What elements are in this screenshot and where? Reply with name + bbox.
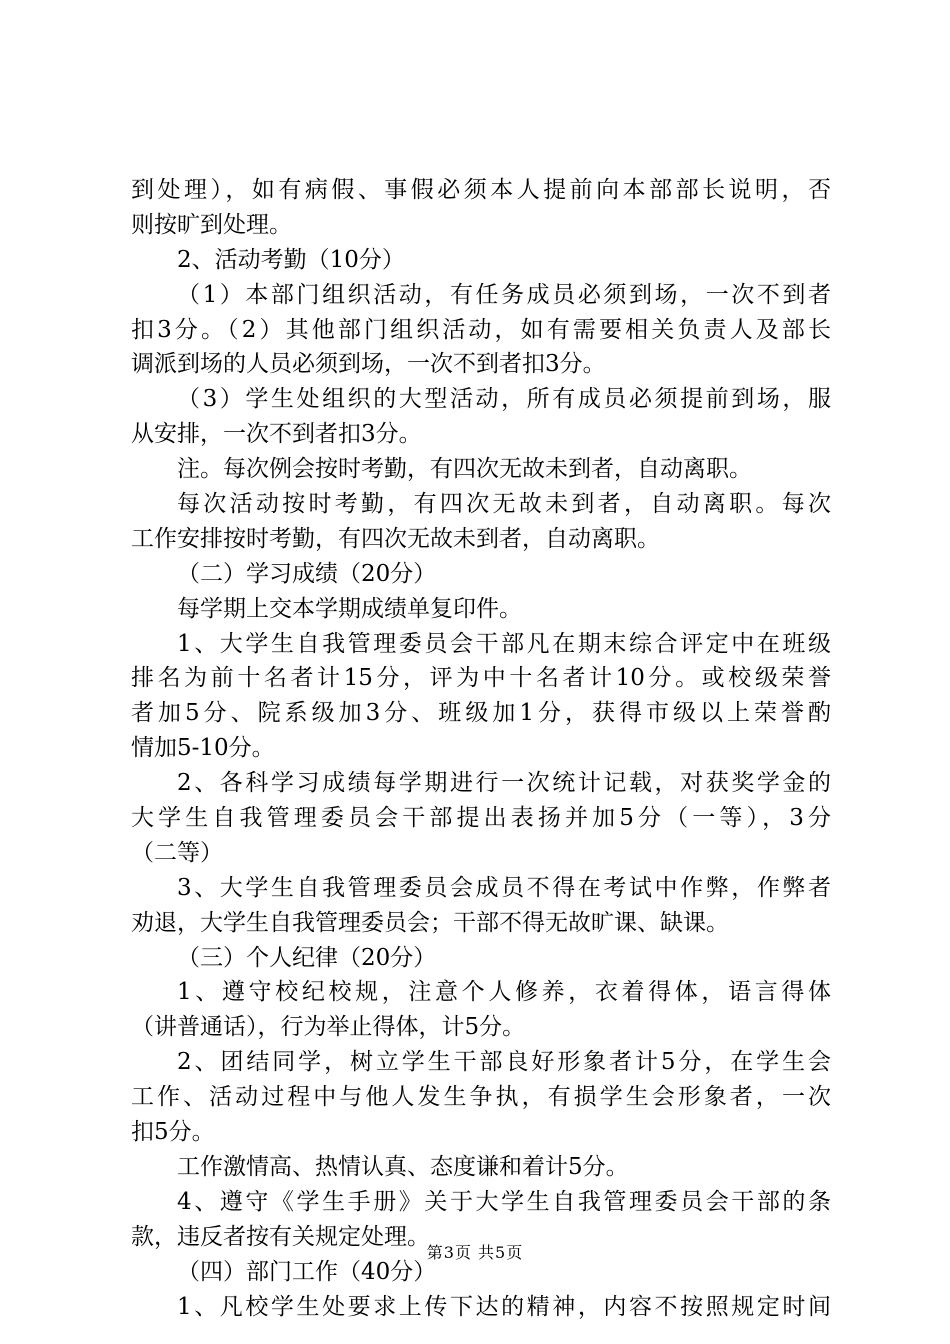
page-footer: 第3页 共5页 (426, 1243, 524, 1262)
text-line: 2、活动考勤（10分） (177, 246, 405, 273)
text-line: （三）个人纪律（20分） (177, 944, 437, 971)
text-line: 扣5分。 (131, 1119, 215, 1146)
text-line: 1、遵守校纪校规，注意个人修养，衣着得体，语言得体 (177, 979, 831, 1006)
text-line: 情加5-10分。 (131, 735, 275, 762)
text-line: 每学期上交本学期成绩单复印件。 (177, 595, 522, 622)
text-line: 款，违反者按有关规定处理。 (131, 1223, 430, 1250)
text-line: 2、各科学习成绩每学期进行一次统计记载，对获奖学金的 (177, 770, 831, 797)
text-line: 工作激情高、热情认真、态度谦和着计5分。 (177, 1153, 629, 1180)
text-line: 工作、活动过程中与他人发生争执，有损学生会形象者，一次 (131, 1084, 831, 1111)
text-line: 每次活动按时考勤，有四次无故未到者，自动离职。每次 (177, 491, 831, 518)
text-line: （二等） (131, 839, 223, 866)
text-line: （四）部门工作（40分） (177, 1258, 437, 1285)
text-line: 大学生自我管理委员会干部提出表扬并加5分（一等），3分 (131, 805, 831, 832)
text-line: （讲普通话），行为举止得体，计5分。 (131, 1014, 526, 1041)
text-line: 扣3分。（2）其他部门组织活动，如有需要相关负责人及部长 (131, 316, 831, 343)
text-line: 工作安排按时考勤，有四次无故未到者，自动离职。 (131, 525, 660, 552)
text-line: 2、团结同学，树立学生干部良好形象者计5分，在学生会 (177, 1049, 831, 1076)
text-line: （1）本部门组织活动，有任务成员必须到场，一次不到者 (177, 281, 831, 308)
text-line: 排名为前十名者计15分，评为中十名者计10分。或校级荣誉 (131, 665, 831, 692)
text-line: 调派到场的人员必须到场，一次不到者扣3分。 (131, 351, 606, 378)
text-line: 1、凡校学生处要求上传下达的精神，内容不按照规定时间 (177, 1293, 831, 1320)
text-line: 劝退，大学生自我管理委员会；干部不得无故旷课、缺课。 (131, 909, 729, 936)
text-line: 到处理），如有病假、事假必须本人提前向本部部长说明，否 (131, 177, 831, 203)
text-line: 从安排，一次不到者扣3分。 (131, 421, 422, 448)
document-body (131, 173, 831, 1324)
text-line: 4、遵守《学生手册》关于大学生自我管理委员会干部的条 (177, 1188, 831, 1215)
text-line: 者加5分、院系级加3分、班级加1分，获得市级以上荣誉酌 (131, 700, 831, 727)
text-line: （二）学习成绩（20分） (177, 560, 437, 587)
text-line: 1、大学生自我管理委员会干部凡在期末综合评定中在班级 (177, 630, 831, 657)
text-line: 则按旷到处理。 (131, 211, 292, 238)
text-line: 3、大学生自我管理委员会成员不得在考试中作弊，作弊者 (177, 874, 831, 901)
text-line: （3）学生处组织的大型活动，所有成员必须提前到场，服 (177, 386, 831, 413)
text-line: 注。每次例会按时考勤，有四次无故未到者，自动离职。 (177, 456, 752, 483)
